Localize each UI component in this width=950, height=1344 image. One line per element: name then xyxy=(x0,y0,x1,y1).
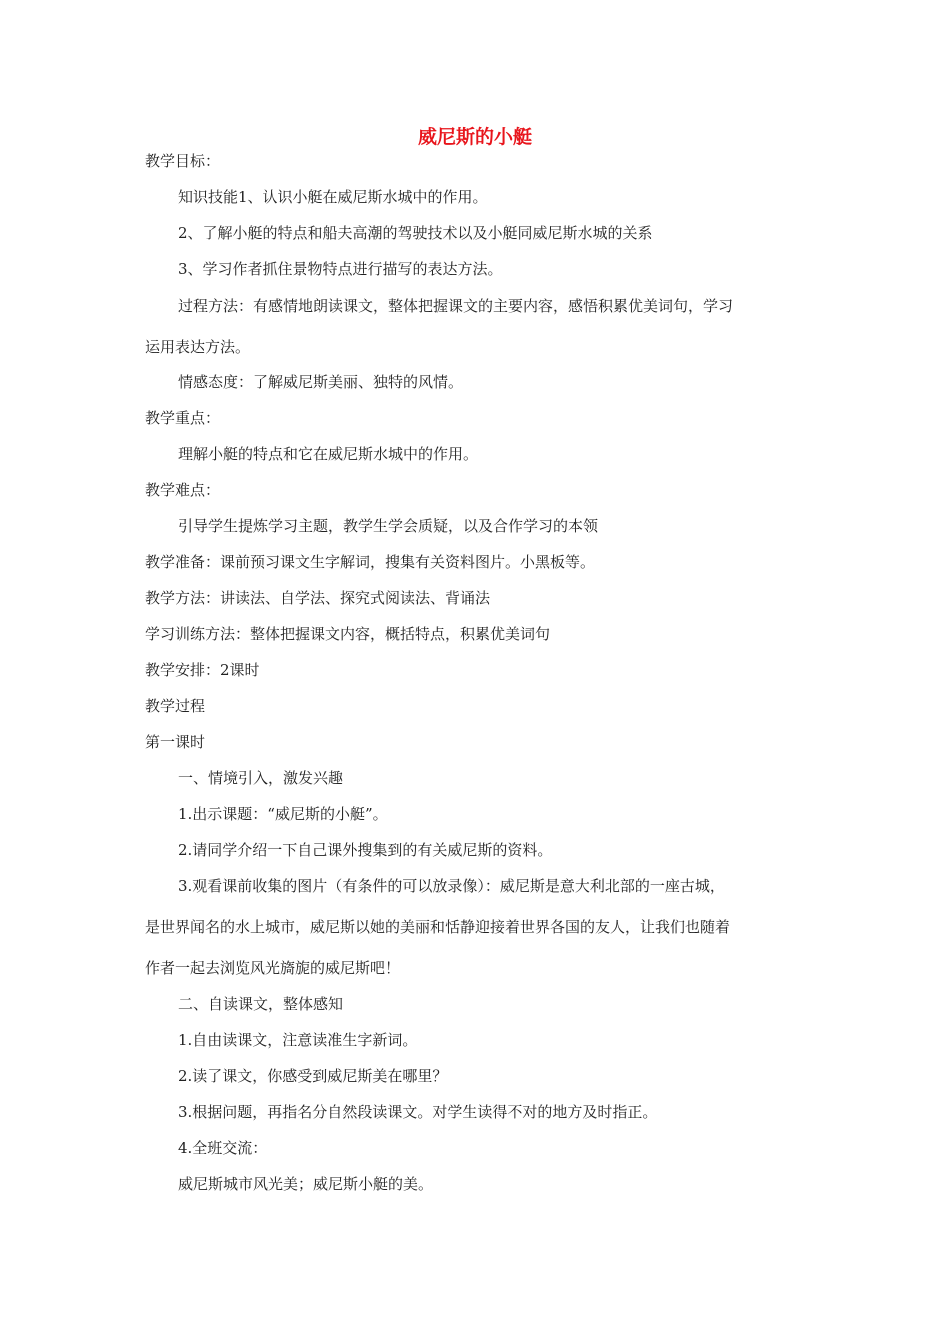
paragraph-line: 1.自由读课文，注意读准生字新词。 xyxy=(178,1031,418,1049)
paragraph-line: 2.读了课文，你感受到威尼斯美在哪里？ xyxy=(178,1067,448,1085)
paragraph-line: 教学准备：课前预习课文生字解词，搜集有关资料图片。小黑板等。 xyxy=(145,553,596,571)
document-title: 威尼斯的小艇 xyxy=(417,126,532,148)
paragraph-line: 是世界闻名的水上城市，威尼斯以她的美丽和恬静迎接着世界各国的友人，让我们也随着 xyxy=(145,918,731,936)
heading-difficulties: 教学难点： xyxy=(145,481,221,499)
paragraph-line: 威尼斯城市风光美；威尼斯小艇的美。 xyxy=(178,1175,434,1193)
paragraph-line: 一、情境引入，激发兴趣 xyxy=(178,769,344,787)
paragraph-line: 知识技能1、认识小艇在威尼斯水城中的作用。 xyxy=(178,188,488,206)
heading-teaching-process: 教学过程 xyxy=(145,697,206,715)
paragraph-line: 3.根据问题，再指名分自然段读课文。对学生读得不对的地方及时指正。 xyxy=(178,1103,658,1121)
paragraph-line: 2.请同学介绍一下自己课外搜集到的有关威尼斯的资料。 xyxy=(178,841,553,859)
paragraph-line: 教学方法：讲读法、自学法、探究式阅读法、背诵法 xyxy=(145,589,491,607)
paragraph-line: 引导学生提炼学习主题，教学生学会质疑，以及合作学习的本领 xyxy=(178,517,599,535)
paragraph-line: 理解小艇的特点和它在威尼斯水城中的作用。 xyxy=(178,445,479,463)
paragraph-line: 3.观看课前收集的图片（有条件的可以放录像）：威尼斯是意大利北部的一座古城， xyxy=(178,877,725,895)
paragraph-line: 学习训练方法：整体把握课文内容，概括特点，积累优美词句 xyxy=(145,625,551,643)
paragraph-line: 二、自读课文，整体感知 xyxy=(178,995,344,1013)
paragraph-line: 过程方法：有感情地朗读课文，整体把握课文的主要内容，感悟积累优美词句，学习 xyxy=(178,297,734,315)
paragraph-line: 3、学习作者抓住景物特点进行描写的表达方法。 xyxy=(178,260,503,278)
heading-key-points: 教学重点： xyxy=(145,409,221,427)
paragraph-line: 作者一起去浏览风光旖旎的威尼斯吧！ xyxy=(145,959,401,977)
paragraph-line: 2、了解小艇的特点和船夫高潮的驾驶技术以及小艇同威尼斯水城的关系 xyxy=(178,224,653,242)
heading-first-lesson: 第一课时 xyxy=(145,733,206,751)
paragraph-line: 教学安排：2课时 xyxy=(145,661,260,679)
paragraph-line: 1.出示课题：“威尼斯的小艇”。 xyxy=(178,805,388,823)
paragraph-line: 4.全班交流： xyxy=(178,1139,268,1157)
heading-teaching-goals: 教学目标： xyxy=(145,152,221,170)
paragraph-line: 情感态度：了解威尼斯美丽、独特的风情。 xyxy=(178,373,464,391)
paragraph-line: 运用表达方法。 xyxy=(145,338,251,356)
